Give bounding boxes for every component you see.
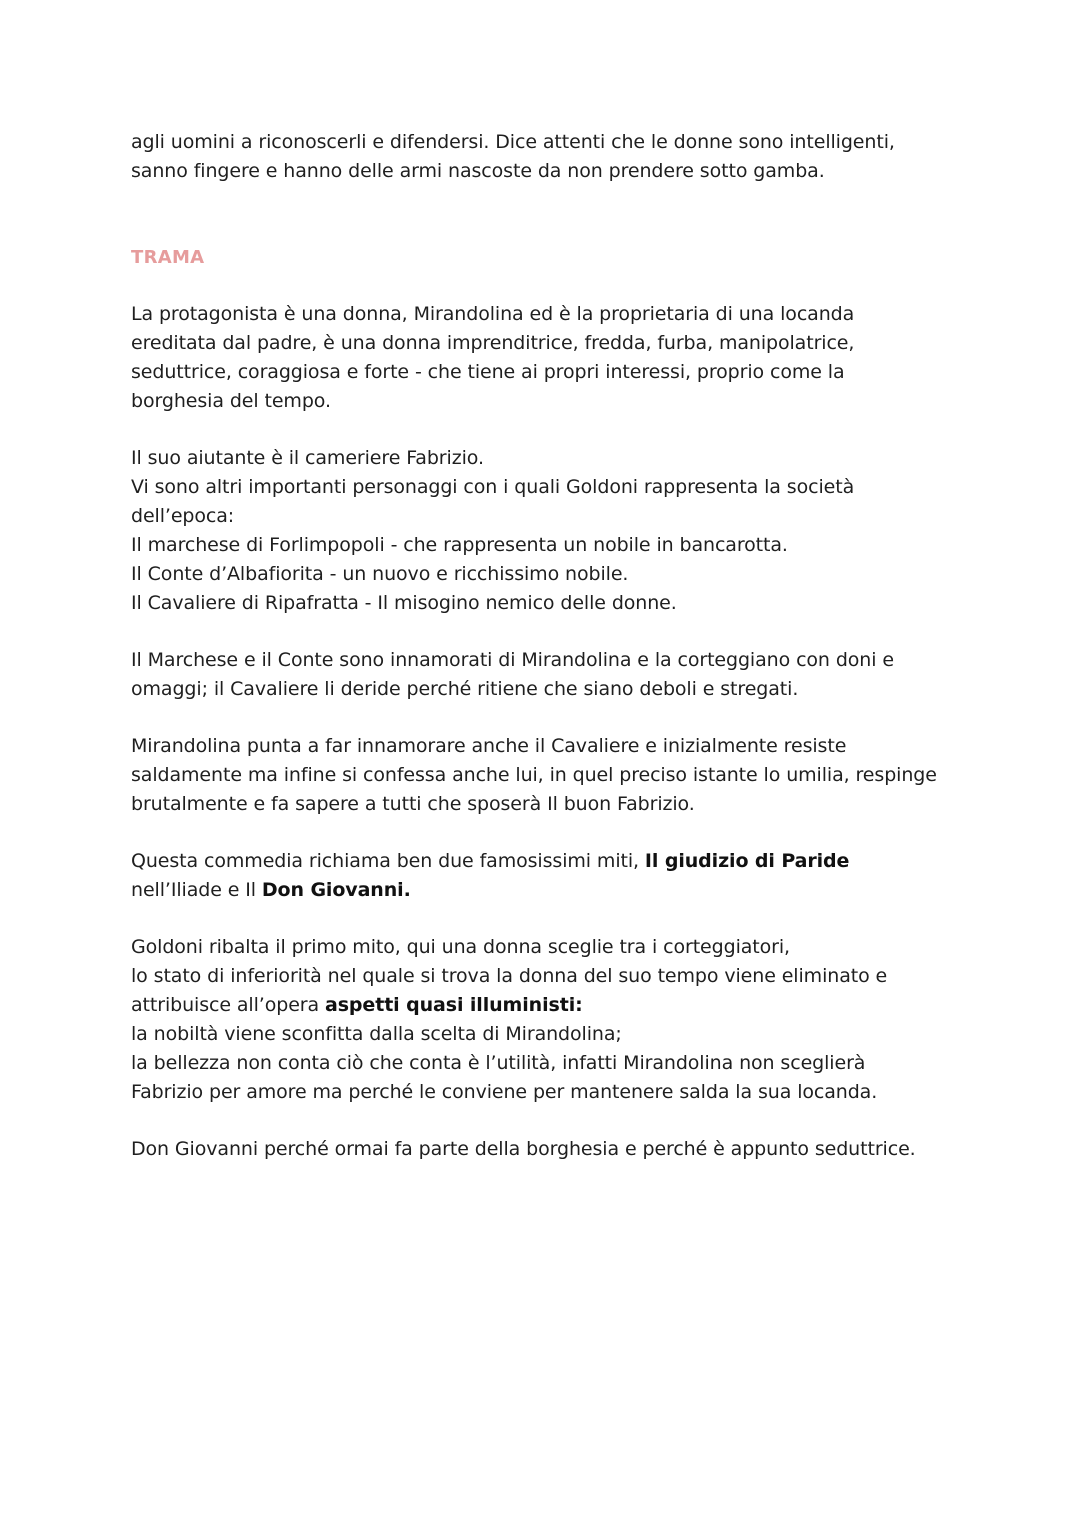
text-line: ereditata dal padre, è una donna imprenditrice, fredda, furba, manipolatrice, <box>131 332 855 354</box>
text-segment: nell’Iliade e Il <box>131 879 262 901</box>
text-line: dell’epoca: <box>131 505 235 527</box>
text-line: Il suo aiutante è il cameriere Fabrizio. <box>131 447 484 469</box>
text-line: Goldoni ribalta il primo mito, qui una donna sceglie tra i corteggiatori, <box>131 936 790 958</box>
text-segment: Questa commedia richiama ben due famosissimi miti, <box>131 850 645 872</box>
text-line: lo stato di inferiorità nel quale si trova la donna del suo tempo viene eliminato e <box>131 965 888 987</box>
text-line: agli uomini a riconoscerli e difendersi. Dice attenti che le donne sono intelligenti, <box>131 131 895 153</box>
text-line: borghesia del tempo. <box>131 390 331 412</box>
section-heading: TRAMA <box>131 247 205 268</box>
text-line: omaggi; il Cavaliere li deride perché ritiene che siano deboli e stregati. <box>131 678 799 700</box>
paragraph-don-giovanni <box>131 1135 961 1164</box>
text-line: La protagonista è una donna, Mirandolina ed è la proprietaria di una locanda <box>131 303 855 325</box>
paragraph-plot <box>131 732 961 819</box>
text-line: Vi sono altri importanti personaggi con i quali Goldoni rappresenta la società <box>131 476 855 498</box>
text-line: Fabrizio per amore ma perché le conviene per mantenere salda la sua locanda. <box>131 1081 878 1103</box>
document-page <box>131 128 961 1164</box>
text-line <box>131 991 961 1020</box>
text-line: Il Cavaliere di Ripafratta - Il misogino nemico delle donne. <box>131 592 677 614</box>
bold-text: Don Giovanni. <box>261 879 411 901</box>
text-line: brutalmente e fa sapere a tutti che sposerà Il buon Fabrizio. <box>131 793 695 815</box>
bold-text: Il giudizio di Paride <box>644 850 850 872</box>
paragraph-protagonist <box>131 300 961 416</box>
text-line: Il Marchese e il Conte sono innamorati di Mirandolina e la corteggiano con doni e <box>131 649 894 671</box>
paragraph-suitors <box>131 646 961 704</box>
text-line: saldamente ma infine si confessa anche lui, in quel preciso istante lo umilia, respinge <box>131 764 937 786</box>
paragraph-myths <box>131 847 961 905</box>
text-line <box>131 876 961 905</box>
text-line: seduttrice, coraggiosa e forte - che tiene ai propri interessi, proprio come la <box>131 361 845 383</box>
text-segment: attribuisce all’opera <box>131 994 325 1016</box>
bold-text: aspetti quasi illuministi: <box>325 994 583 1016</box>
text-line: la nobiltà viene sconfitta dalla scelta di Mirandolina; <box>131 1023 622 1045</box>
text-line: Mirandolina punta a far innamorare anche il Cavaliere e inizialmente resiste <box>131 735 847 757</box>
paragraph-characters <box>131 444 961 618</box>
text-line <box>131 847 961 876</box>
text-line: Don Giovanni perché ormai fa parte della borghesia e perché è appunto seduttrice. <box>131 1138 916 1160</box>
text-line: Il Conte d’Albafiorita - un nuovo e ricchissimo nobile. <box>131 563 629 585</box>
paragraph-goldoni <box>131 933 961 1107</box>
intro-paragraph <box>131 128 961 186</box>
text-line: Il marchese di Forlimpopoli - che rappresenta un nobile in bancarotta. <box>131 534 788 556</box>
text-line: la bellezza non conta ciò che conta è l’utilità, infatti Mirandolina non sceglierà <box>131 1052 866 1074</box>
text-line: sanno fingere e hanno delle armi nascoste da non prendere sotto gamba. <box>131 160 825 182</box>
